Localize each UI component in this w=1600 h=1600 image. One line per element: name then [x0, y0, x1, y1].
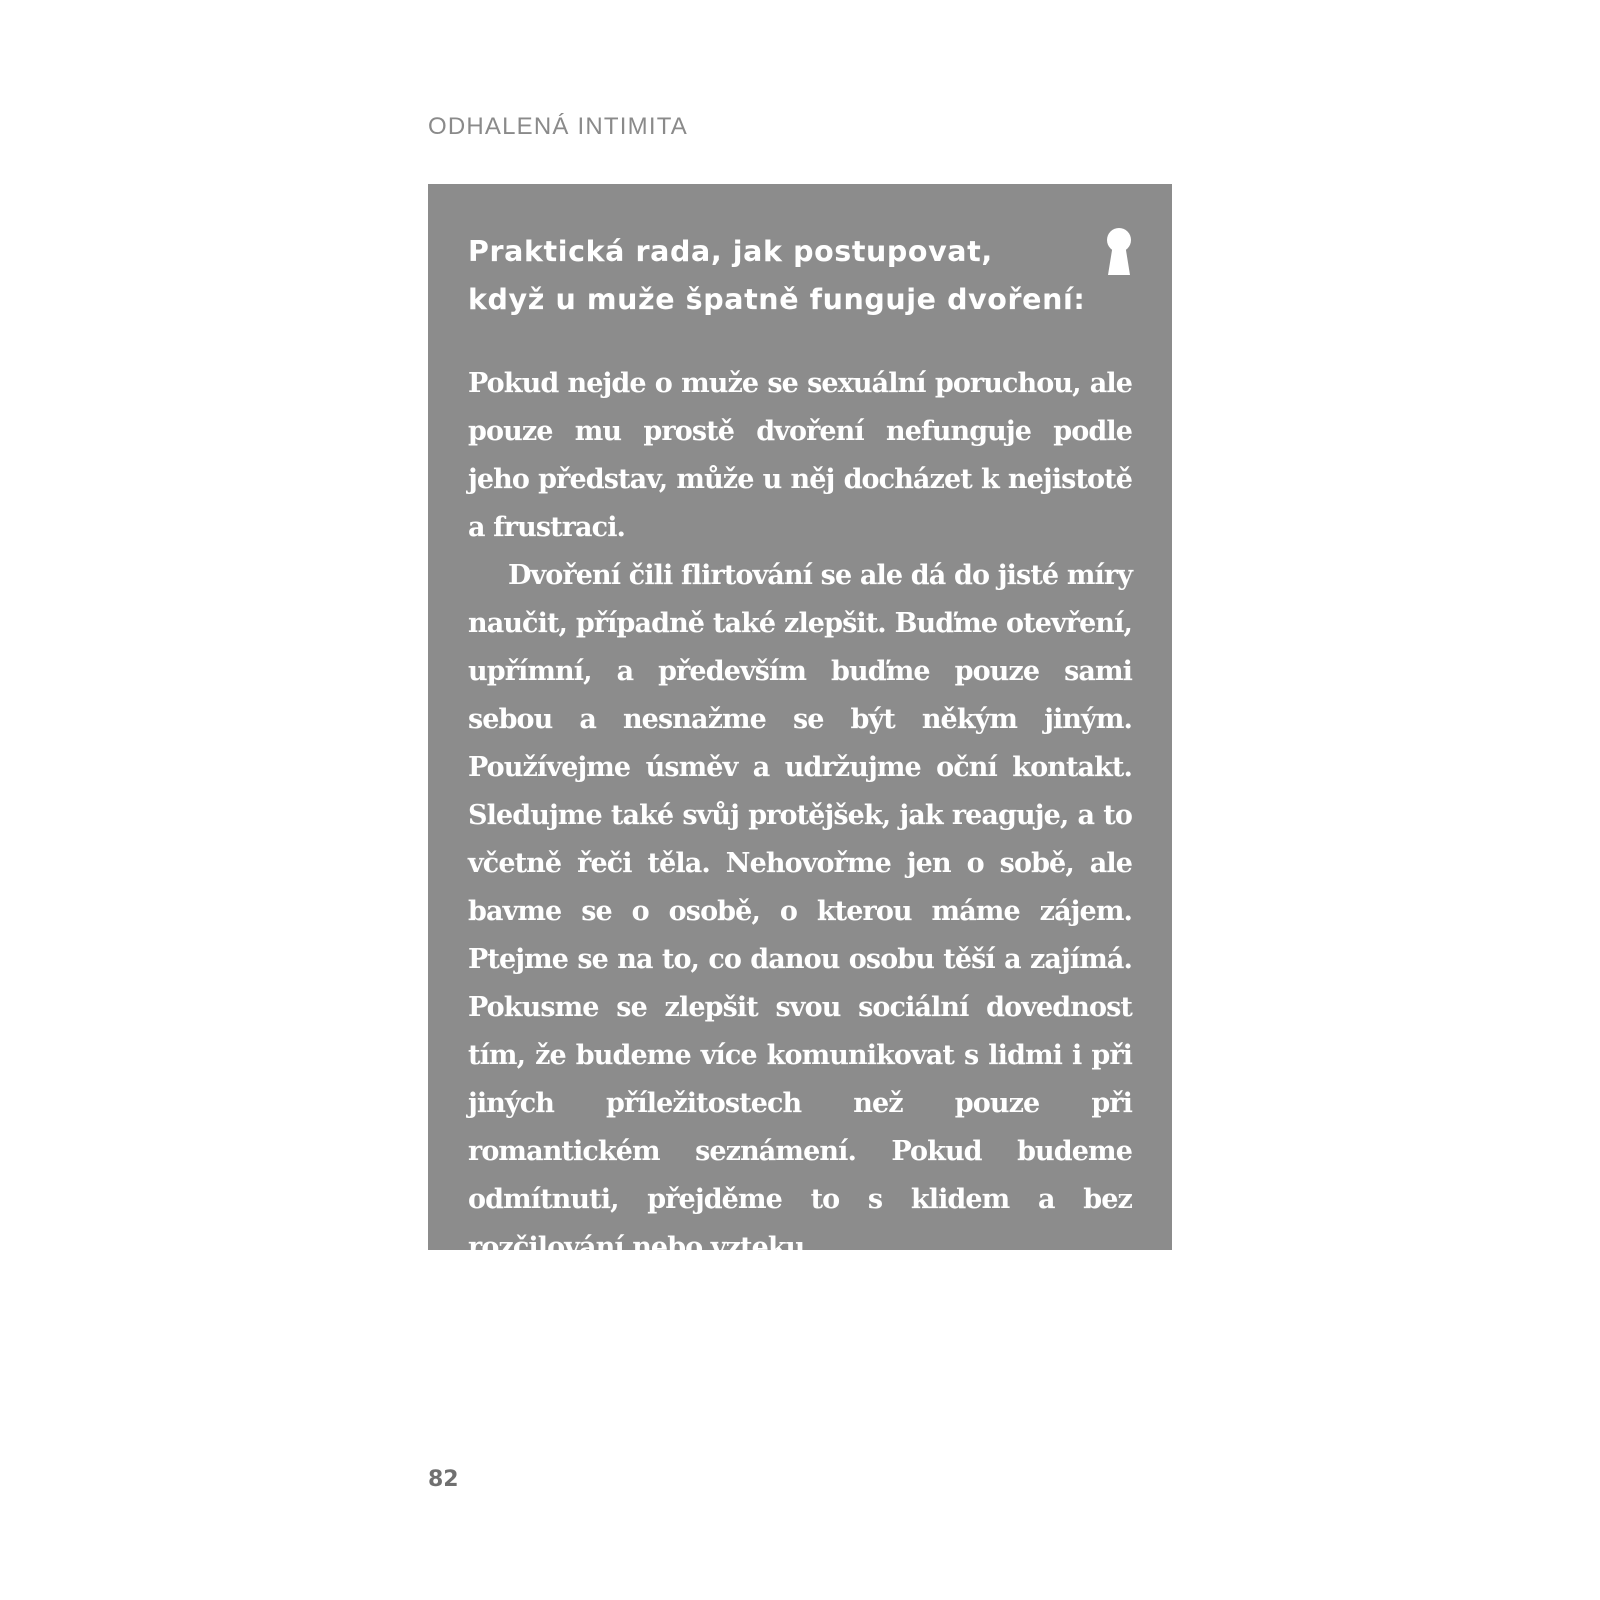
tip-box — [428, 184, 1172, 1263]
tip-title-line: když u muže špatně funguje dvoření: — [468, 283, 1086, 316]
tip-title-line: Praktická rada, jak postupovat, — [468, 235, 993, 268]
tip-paragraph: Pokud nejde o muže se sexuální poruchou, ale pouze mu prostě dvoření nefunguje podle jeho představ, může u něj docházet k nejistotě a frustraci. — [468, 368, 1132, 543]
tip-body — [468, 360, 1132, 1272]
running-header: ODHALENÁ INTIMITA — [428, 113, 688, 140]
tip-paragraph: Dvoření čili flirtování se ale dá do jisté míry naučit, případně také zlepšit. Buďme otevření, upřímní, a především buďme pouze sami sebou a nesnažme se být někým jiným. Používejme úsměv a udržujme oční kontakt. Sledujme také svůj protějšek, jak reaguje, a to včetně řeči těla. Nehovořme jen o sobě, ale bavme se o osobě, o kterou máme zájem. Ptejme se na to, co danou osobu těší a zajímá. Pokusme se zlepšit svou sociální dovednost tím, že budeme více komunikovat s lidmi i při jiných příležitostech než pouze při romantickém seznámení. Pokud budeme odmítnuti, přejděme to s klidem a bez rozčilování nebo vzteku. — [468, 560, 1132, 1263]
page-number: 82 — [428, 1467, 459, 1492]
tip-title — [468, 228, 1108, 324]
keyhole-icon — [1106, 228, 1132, 276]
